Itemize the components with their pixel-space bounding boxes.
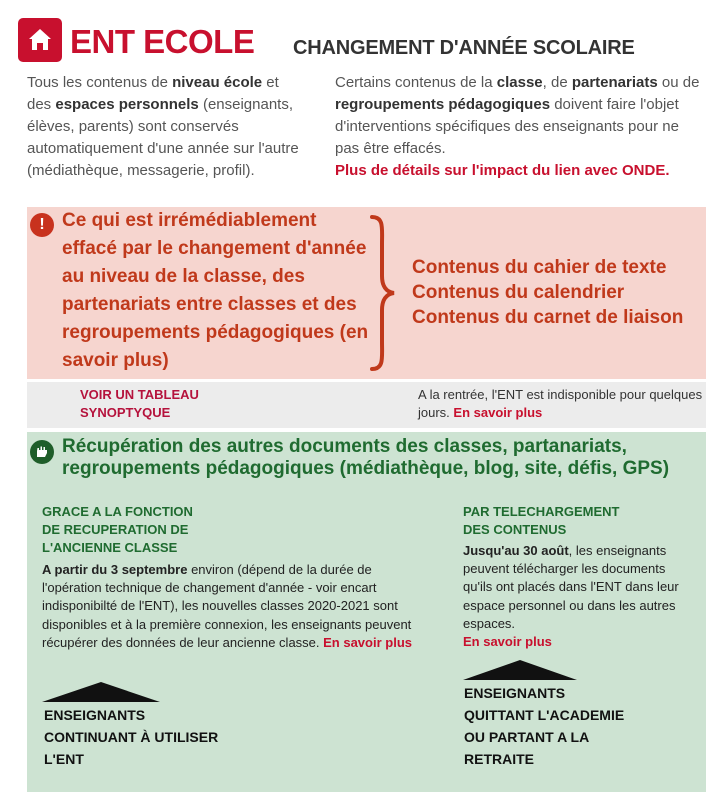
more-info-link[interactable]: En savoir plus [463, 634, 552, 650]
house-icon[interactable] [18, 18, 62, 62]
download-heading: PAR TELECHARGEMENT DES CONTENUS [463, 504, 620, 537]
erased-content-list [412, 255, 683, 330]
list-item: Contenus du carnet de liaison [412, 307, 684, 328]
audience-leaving: ENSEIGNANTS QUITTANT L'ACADEMIE OU PARTANT A LA RETRAITE [464, 685, 625, 767]
triangle-marker [42, 682, 160, 702]
recovery-function-text: A partir du 3 septembre environ (dépend de la durée de l'opération technique de changement d'année - voir encart indisponibilté de l'ENT), les nouvelles classes 2020-2021 sont disponibles et à la première connexion, les enseignants peuvent récupérer des données de leur ancienne classe. En savoir plus [42, 562, 412, 650]
recovery-function-heading: GRACE A LA FONCTION DE RECUPERATION DE L'ANCIENNE CLASSE [42, 504, 193, 555]
hand-icon [30, 440, 54, 464]
intro-right: Certains contenus de la classe, de partenariats ou de regroupements pédagogiques doivent faire l'objet d'interventions spécifiques des enseignants pour ne pas être effacés. Plus de détails sur l'impact du lien avec ONDE. [335, 72, 700, 182]
erased-content-text[interactable]: Ce qui est irrémédiablement effacé par le changement d'année au niveau de la classe, des partenariats entre classes et des regroupements pédagogiques (en savoir plus) [62, 210, 369, 371]
audience-continuing: ENSEIGNANTS CONTINUANT À UTILISER L'ENT [44, 707, 219, 767]
onde-details-link[interactable]: Plus de détails sur l'impact du lien avec ONDE. [335, 162, 670, 179]
download-text: Jusqu'au 30 août, les enseignants peuvent télécharger les documents qu'ils ont placés dans l'ENT dans leur espace personnel ou dans les autres espaces. En savoir plus [463, 542, 698, 651]
intro-left: Tous les contenus de niveau école et des espaces personnels (enseignants, élèves, parents) sont conservés automatiquement d'une année sur l'autre (médiathèque, messagerie, profil). [27, 74, 299, 179]
more-info-link[interactable]: En savoir plus [453, 405, 543, 420]
list-item: Contenus du calendrier [412, 282, 625, 303]
back-to-school-note: A la rentrée, l'ENT est indisponible pour quelques jours. En savoir plus [418, 387, 703, 420]
list-item: Contenus du cahier de texte [412, 257, 667, 278]
alert-icon: ! [30, 213, 54, 237]
page-title: CHANGEMENT D'ANNÉE SCOLAIRE [293, 37, 635, 59]
more-info-link[interactable]: En savoir plus [323, 634, 412, 650]
recovery-title: Récupération des autres documents des classes, partanariats, regroupements pédagogiques (médiathèque, blog, site, défis, GPS) [62, 436, 670, 479]
brand-title: ENT ECOLE [70, 23, 255, 60]
curly-brace-icon [368, 214, 398, 372]
triangle-marker [463, 660, 577, 680]
synoptic-table-link[interactable]: VOIR UN TABLEAU SYNOPTYQUE [80, 387, 199, 420]
